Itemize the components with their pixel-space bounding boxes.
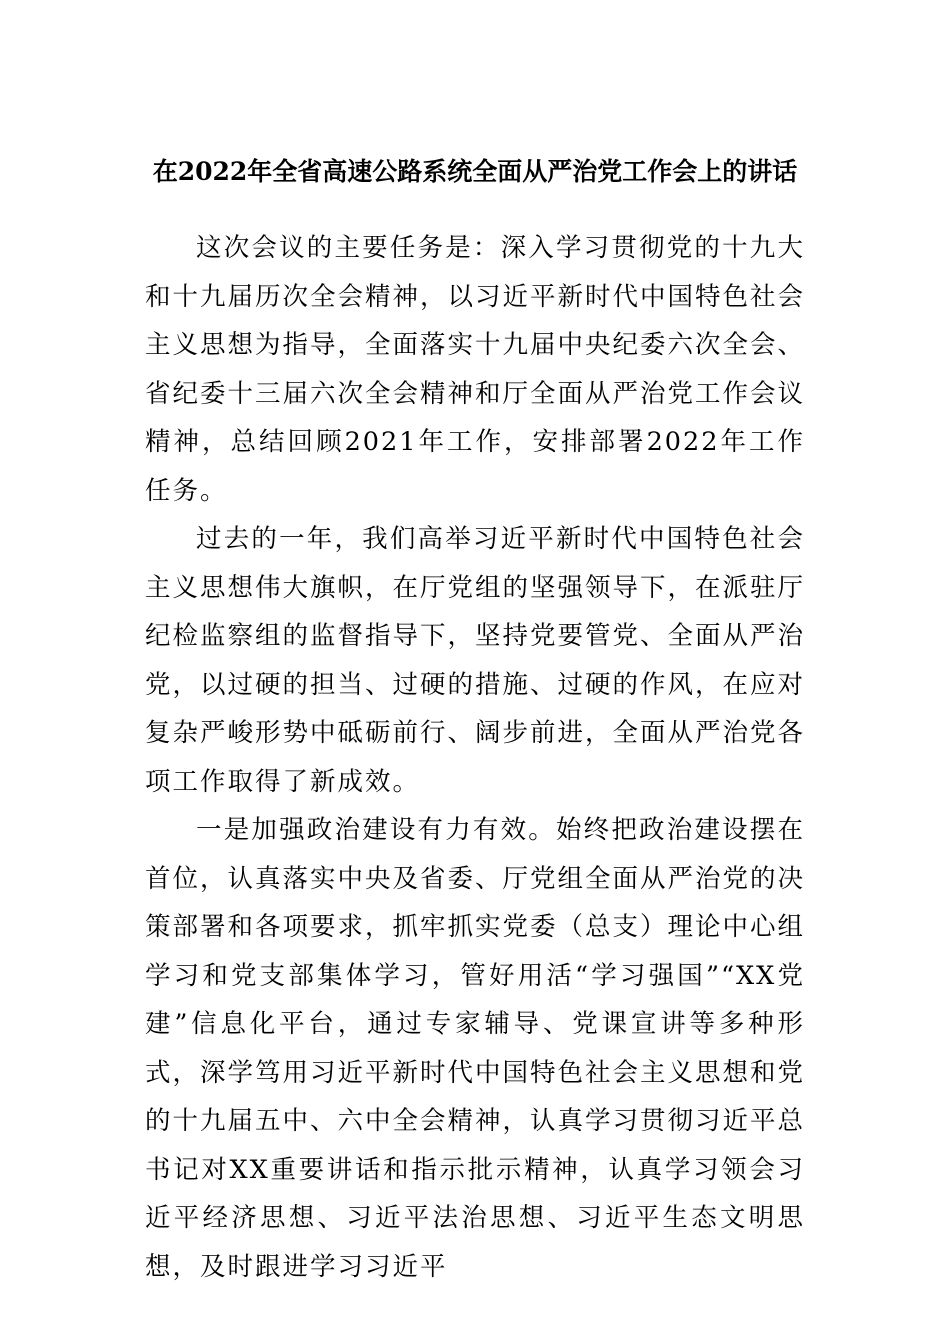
- paragraph-2: [145, 515, 805, 806]
- paragraph-1: [145, 224, 805, 515]
- document-body: [145, 224, 805, 1291]
- page-title: 在2022年全省高速公路系统全面从严治党工作会上的讲话: [152, 157, 798, 186]
- paragraph-3: [145, 806, 805, 1291]
- paragraph-1-text: 这次会议的主要任务是：深入学习贯彻党的十九大和十九届历次全会精神，以习近平新时代中国特色社会主义思想为指导，全面落实十九届中央纪委六次全会、省纪委十三届六次全会精神和厅全面从严治党工作会议精神，总结回顾2021年工作，安排部署2022年工作任务。: [145, 233, 806, 506]
- paragraph-2-text: 过去的一年，我们高举习近平新时代中国特色社会主义思想伟大旗帜，在厅党组的坚强领导下，在派驻厅纪检监察组的监督指导下，坚持党要管党、全面从严治党，以过硬的担当、过硬的措施、过硬的作风，在应对复杂严峻形势中砥砺前行、阔步前进，全面从严治党各项工作取得了新成效。: [145, 524, 806, 797]
- paragraph-3-text: 始终把政治建设摆在首位，认真落实中央及省委、厅党组全面从严治党的决策部署和各项要求，抓牢抓实党委（总支）理论中心组学习和党支部集体学习，管好用活“学习强国”“XX党建”信息化平台，通过专家辅导、党课宣讲等多种形式，深学笃用习近平新时代中国特色社会主义思想和党的十九届五中、六中全会精神，认真学习贯彻习近平总书记对XX重要讲话和指示批示精神，认真学习领会习近平经济思想、习近平法治思想、习近平生态文明思想，及时跟进学习习近平: [145, 815, 806, 1282]
- paragraph-3-lead: 一是加强政治建设有力有效。: [196, 815, 556, 845]
